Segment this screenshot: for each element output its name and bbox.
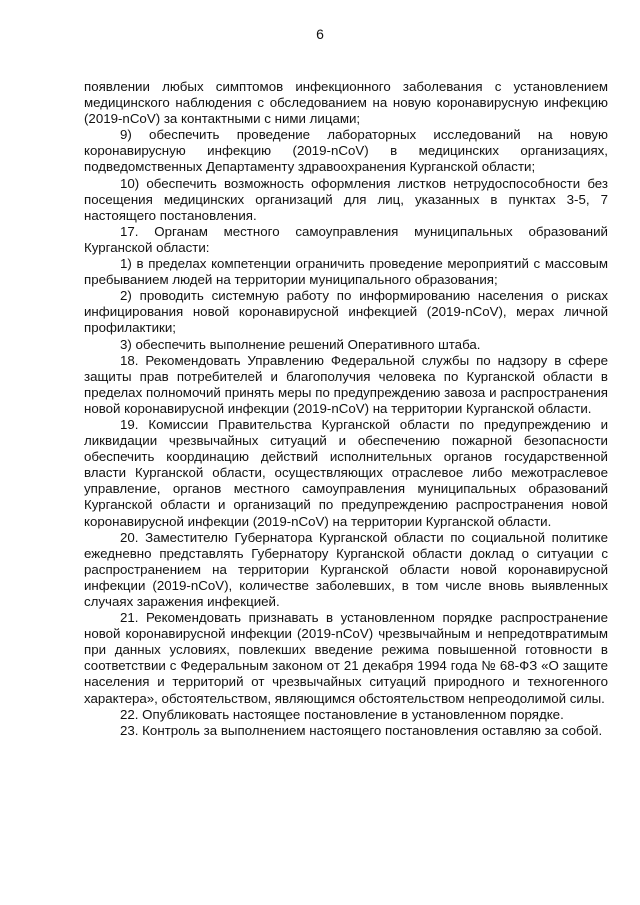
- paragraph-20: 20. Заместителю Губернатора Курганской области по социальной политике ежедневно представлять Губернатору Курганской области доклад о ситуации с распространением на территории Курганской области новой коронавирусной инфекции (2019-nCoV), количестве заболевших, в том числе вновь выявленных случаях заражения инфекцией.: [84, 529, 608, 609]
- paragraph-17-item-1: 1) в пределах компетенции ограничить проведение мероприятий с массовым пребыванием людей на территории муниципального образования;: [84, 256, 608, 288]
- paragraph-17: 17. Органам местного самоуправления муниципальных образований Курганской области:: [84, 223, 608, 255]
- paragraph-23: 23. Контроль за выполнением настоящего постановления оставляю за собой.: [120, 722, 603, 738]
- paragraph-21: 21. Рекомендовать признавать в установленном порядке распространение новой коронавирусной инфекции (2019-nCoV) чрезвычайным и непредотвратимым при данных условиях, повлекших введение режима повышенной готовности в соответствии с Федеральным законом от 21 декабря 1994 года № 68-ФЗ «О защите населения и территорий от чрезвычайных ситуаций природного и техногенного характера», обстоятельством, являющимся обстоятельством непреодолимой силы.: [84, 610, 608, 706]
- page-number: 6: [316, 26, 324, 42]
- paragraph-18: 18. Рекомендовать Управлению Федеральной службы по надзору в сфере защиты прав потребителей и благополучия человека по Курганской области в пределах полномочий принять меры по предупреждению завоза и распространения новой коронавирусной инфекции (2019-nCoV) на территории Курганской области.: [84, 352, 608, 416]
- paragraph-item-10: 10) обеспечить возможность оформления листков нетрудоспособности без посещения медицинских организаций для лиц, указанных в пунктах 3-5, 7 настоящего постановления.: [84, 175, 608, 223]
- paragraph-17-item-3: 3) обеспечить выполнение решений Оперативного штаба.: [120, 336, 481, 352]
- document-body: [84, 79, 608, 739]
- paragraph-22: 22. Опубликовать настоящее постановление в установленном порядке.: [120, 706, 564, 722]
- paragraph-17-item-2: 2) проводить системную работу по информированию населения о рисках инфицирования новой коронавирусной инфекцией (2019-nCoV), мерах личной профилактики;: [84, 288, 608, 336]
- paragraph-19: 19. Комиссии Правительства Курганской области по предупреждению и ликвидации чрезвычайных ситуаций и обеспечению пожарной безопасности обеспечить координацию действий исполнительных органов государственной власти Курганской области, осуществляющих отраслевое либо межотраслевое управление, органов местного самоуправления муниципальных образований Курганской области и организаций по предупреждению распространения новой коронавирусной инфекции (2019-nCoV) на территории Курганской области.: [84, 416, 608, 529]
- paragraph-continuation: появлении любых симптомов инфекционного заболевания с установлением медицинского наблюдения с обследованием на новую коронавирусную инфекцию (2019-nCoV) за контактными с ними лицами;: [84, 79, 608, 127]
- paragraph-item-9: 9) обеспечить проведение лабораторных исследований на новую коронавирусную инфекцию (2019-nCoV) в медицинских организациях, подведомственных Департаменту здравоохранения Курганской области;: [84, 127, 608, 175]
